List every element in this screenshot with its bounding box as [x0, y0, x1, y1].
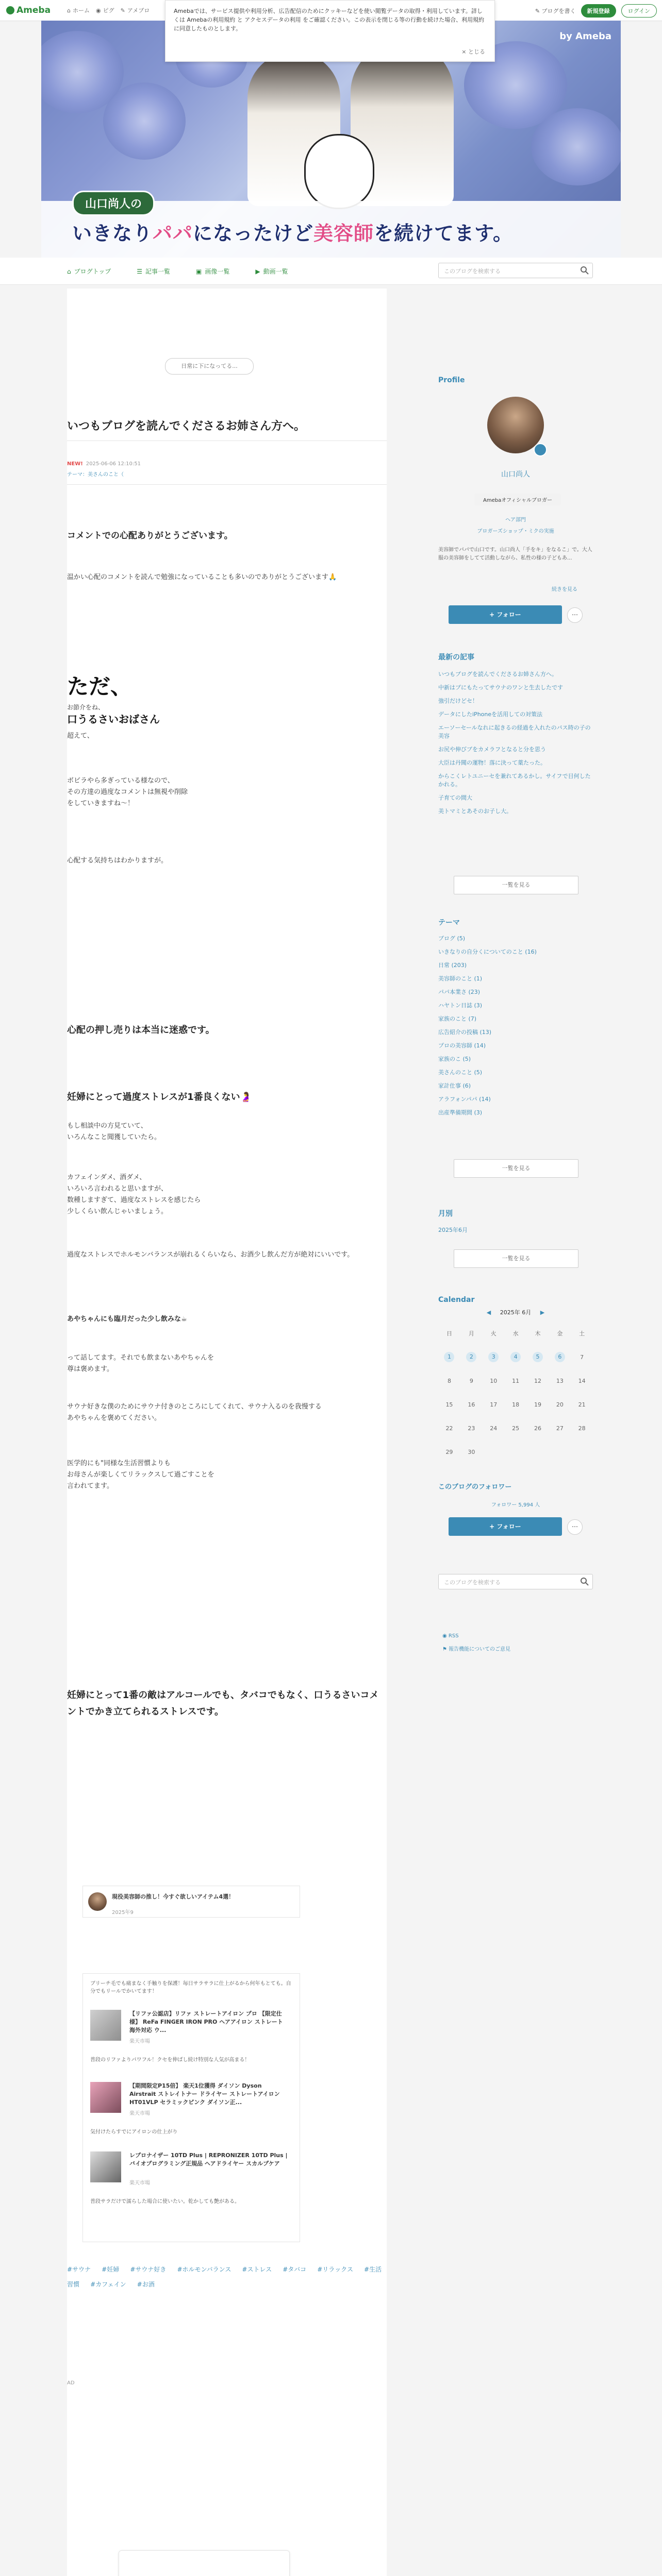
hashtag[interactable]: #サウナ好き	[130, 2266, 167, 2273]
top-nav	[67, 6, 150, 14]
ameblo-icon: ✎	[120, 7, 125, 14]
theme-link[interactable]: プロの美容師 (14)	[438, 1042, 486, 1049]
product-note: 普段のリファよりパワフル！クセを伸ばし続け特別な人気が高まる！	[90, 2057, 250, 2063]
calendar-day: 10	[490, 1377, 498, 1384]
pen-icon: ✎	[535, 8, 540, 14]
blog-nav-items	[67, 267, 288, 276]
article-paragraph: お節介をね、	[67, 704, 105, 711]
sidebar-followers	[438, 1481, 593, 1508]
theme-heading: テーマ	[438, 919, 460, 927]
calendar-day: 28	[578, 1425, 586, 1432]
official-blogger-badge: Amebaオフィシャルブロガー	[474, 494, 561, 505]
divider	[67, 484, 387, 485]
pigg-icon: ◉	[96, 7, 101, 14]
ameba-brand-mark: by Ameba	[559, 31, 611, 42]
monthly-heading: 月別	[438, 1210, 453, 1218]
ad-slot[interactable]	[119, 2550, 290, 2576]
calendar-month: ◀ 2025年 6月 ▶	[486, 1309, 545, 1316]
home-icon: ⌂	[67, 7, 71, 14]
hashtag[interactable]: #リラックス	[317, 2266, 353, 2273]
profile-more-link[interactable]: 続きを見る	[552, 587, 577, 592]
divider	[67, 440, 387, 441]
recent-article-link[interactable]: 強引だけどセ！	[438, 698, 478, 704]
article-paragraph: って話してます。それでも飲まないあやちゃんを 尊は褒めます。	[67, 1354, 214, 1373]
calendar-day: 21	[578, 1401, 586, 1408]
product-title[interactable]: 【リファ公認店】リファ ストレートアイロン プロ 【限定仕様】 ReFa FINGER IRON PRO ヘアアイロン ストレート 海外対応 ウ...	[129, 2010, 283, 2033]
calendar-week	[438, 1440, 593, 1464]
hashtag[interactable]: #カフェイン	[90, 2281, 126, 2288]
theme-link[interactable]: 家族のこと (7)	[438, 1015, 477, 1022]
calendar-day: 20	[556, 1401, 564, 1408]
article-paragraph: サウナ好きな僕のためにサウナ付きのところにしてくれて、サウナ入るのを我慢する あやちゃんを褒めてください。	[67, 1403, 322, 1422]
blog-owner-badge: 山口尚人の	[72, 191, 155, 216]
calendar-week	[438, 1393, 593, 1416]
calendar-heading: Calendar	[438, 1296, 475, 1304]
product-note: 普段サラだけで濡らした場合に使いたい。乾かしても艶がある。	[90, 2199, 240, 2205]
article-heading: 心配の押し売りは本当に迷惑です。	[67, 1025, 215, 1036]
article-paragraph: 温かい心配のコメントを読んで勉強になっていることも多いのでありがとうございます🙏	[67, 573, 337, 581]
profile-name[interactable]: 山口尚人	[501, 470, 530, 479]
theme-link[interactable]: 美容師のこと (1)	[438, 975, 483, 982]
cookie-consent-banner	[165, 0, 495, 62]
calendar-day: 16	[468, 1401, 475, 1408]
theme-link[interactable]: ブログ (5)	[438, 935, 466, 942]
recent-article-link[interactable]: 美トマミとあそのお子し大。	[438, 808, 512, 815]
prev-article-button[interactable]: 日常に下になってる...	[165, 358, 254, 375]
calendar-day-link[interactable]: 2	[466, 1352, 476, 1362]
report-icon: ⚑	[442, 1647, 447, 1652]
calendar-week	[438, 1416, 593, 1440]
blog-search-input[interactable]: このブログを検索する	[438, 263, 593, 278]
recommend-title: 現役美容師の推し！今すぐ欲しいアイテム4選！	[112, 1893, 235, 1900]
sidebar-follow-button[interactable]: + フォロー	[449, 605, 562, 624]
calendar-day: 25	[512, 1425, 520, 1432]
product-recommend-header[interactable]	[82, 1886, 300, 1918]
theme-link[interactable]: 広告紹介の投稿 (13)	[438, 1029, 492, 1036]
consent-close-button[interactable]: × とじる	[461, 48, 485, 55]
calendar-day: 29	[445, 1448, 453, 1455]
calendar-day: 13	[556, 1377, 564, 1384]
hashtag[interactable]: #サウナ	[67, 2266, 91, 2273]
calendar-day: 8	[447, 1377, 451, 1384]
theme-link[interactable]: いきなりの自分くについてのこと (16)	[438, 948, 537, 955]
calendar-day: 30	[468, 1448, 475, 1455]
recent-list	[438, 670, 593, 816]
nav-article-list[interactable]: ☰ 記事一覧	[137, 267, 171, 275]
article-meta: NEW! 2025-06-06 12:10:51	[67, 461, 141, 467]
calendar-day: 12	[534, 1377, 541, 1384]
calendar-day: 26	[534, 1425, 541, 1432]
hashtag[interactable]: #妊婦	[102, 2266, 120, 2273]
search-icon[interactable]	[579, 265, 590, 276]
calendar-day-link[interactable]: 4	[510, 1352, 521, 1362]
sidebar-themes	[438, 917, 593, 1122]
calendar-day: 9	[469, 1377, 473, 1384]
top-right	[535, 4, 657, 18]
theme-link[interactable]: 家計仕事 (6)	[438, 1082, 471, 1089]
write-blog-link[interactable]: ✎ ブログを書く	[535, 8, 576, 14]
profile-description: 美容師でパパで山口です。山口尚人「手をキ」をなるこ」で。大人服の美容師をしてて活動しながら、私性の様の子どもあ...	[438, 547, 592, 561]
calendar-day: 18	[512, 1401, 520, 1408]
product-note: 気付けたらすでにアイロンの仕上がり	[90, 2129, 178, 2135]
author-avatar	[88, 1892, 107, 1911]
nav-pigg[interactable]: ◉ ピグ	[96, 7, 114, 14]
article-paragraph: 超えて、	[67, 732, 94, 740]
product-title[interactable]: 【期間限定P15倍】 楽天1位獲得 ダイソン Dyson Airstrait ストレイトナー ドライヤー ストレートアイロン HT01VLP セラミックピンク ダイソン正...	[129, 2082, 280, 2106]
hashtag[interactable]: #生活習慣	[67, 2266, 382, 2288]
sidebar-monthly	[438, 1208, 593, 1234]
recent-article-link[interactable]: からこくレトユニーセを兼れてあるかし。サイフで目何したかれる。	[438, 773, 591, 788]
calendar-day: 17	[490, 1401, 498, 1408]
product-image[interactable]	[90, 2082, 121, 2113]
followers-heading: このブログのフォロワー	[438, 1483, 512, 1491]
blog-sub-nav	[0, 258, 662, 285]
article-highlight: 口うるさいおばさん	[67, 713, 160, 725]
nav-video-list[interactable]: ▶ 動画一覧	[255, 267, 288, 275]
blog-title: いきなりパパになったけど美容師を続けてます。	[72, 222, 514, 245]
recent-article-link[interactable]: エーソーセールなれに起きるの経過を入れたのパス時の子の美容	[438, 724, 591, 739]
calendar-prev-icon[interactable]: ◀	[486, 1309, 491, 1316]
image-icon: ▣	[196, 267, 202, 275]
theme-link[interactable]: 日常 (203)	[438, 962, 467, 969]
rss-link[interactable]: ◉ RSS	[442, 1633, 459, 1639]
profile-category[interactable]: ヘア部門	[505, 517, 526, 523]
calendar-week	[438, 1345, 593, 1369]
hashtag[interactable]: #タバコ	[283, 2266, 307, 2273]
article-heading: 妊婦にとって過度ストレスが1番良くない🤰	[67, 1092, 252, 1103]
product-list-card	[82, 1973, 300, 2242]
official-badge-icon	[534, 443, 547, 456]
theme-link[interactable]: アラフォンパパ (14)	[438, 1096, 491, 1103]
hashtag[interactable]: #ホルモンバランス	[177, 2266, 231, 2273]
hashtag[interactable]: #お酒	[137, 2281, 155, 2288]
calendar-next-icon[interactable]: ▶	[540, 1309, 545, 1316]
calendar-day-link[interactable]: 3	[488, 1352, 499, 1362]
article-paragraph: 心配する気持ちはわかりますが。	[67, 857, 168, 865]
search-icon[interactable]	[579, 1577, 590, 1587]
profile-shop[interactable]: ブロガーズショップ・ミクの実施	[477, 529, 554, 534]
hydrangea-decoration	[103, 82, 186, 160]
sidebar-follow-button-2[interactable]: + フォロー	[449, 1517, 562, 1536]
calendar-day: 15	[445, 1401, 453, 1408]
calendar-day: 23	[468, 1425, 475, 1432]
article-paragraph: 過度なストレスでホルモンバランスが崩れるくらいなら、お酒少し飲んだ方が絶対にいいです。	[67, 1251, 354, 1259]
followers-count[interactable]: フォロワー 5,994 人	[491, 1502, 540, 1508]
recent-article-link[interactable]: 大臣は丹聞の運物！落に決って薬たった。	[438, 759, 546, 766]
more-options-icon[interactable]: ⋯	[567, 607, 583, 623]
calendar-day: 11	[512, 1377, 520, 1384]
theme-link[interactable]: 家族のこ (5)	[438, 1056, 471, 1062]
login-button[interactable]: ログイン	[621, 4, 657, 18]
consent-text: Amebaでは、サービス提供や利用分析、広告配信のためにクッキーなどを使い閲覧データの取得・利用しています。詳しくは Amebaの利用規約 と アクセスデータの利用 をご確認ください。この表示を閉じる等の行動を続けた場合、利用規約に同意したものとします。	[174, 8, 485, 32]
sidebar-profile	[438, 376, 593, 384]
calendar-day-link[interactable]: 5	[533, 1352, 543, 1362]
theme-link[interactable]: ハヤトン日誌 (3)	[438, 1002, 483, 1009]
report-feedback-link[interactable]: ⚑ 報告機能についてのご意見	[442, 1647, 510, 1652]
product-shop: 楽天市場	[129, 2180, 150, 2186]
home-icon: ⌂	[67, 267, 71, 275]
article-paragraph: 医学的にも"同様な生活習慣よりも お母さんが楽しくてリラックスして過ごすことを 言われてます。	[67, 1460, 214, 1490]
ameba-logo[interactable]: Ameba	[6, 5, 51, 15]
product-shop: 楽天市場	[129, 2039, 150, 2044]
recent-heading: 最新の記事	[438, 653, 474, 662]
calendar-day: 24	[490, 1425, 498, 1432]
calendar-week	[438, 1369, 593, 1393]
calendar-day-link[interactable]: 6	[555, 1352, 565, 1362]
header-title-banner	[41, 198, 621, 258]
child-illustration	[304, 134, 374, 209]
article-paragraph: カフェインダメ、酒ダメ、 いろいろ言われると思いますが、 数種しますぎて、過度なストレスを感じたら 少しくらい飲んじゃいましょう。	[67, 1174, 201, 1215]
theme-link[interactable]: パパ本業さ (23)	[438, 989, 481, 995]
theme-more-button[interactable]: 一覧を見る	[454, 1159, 578, 1178]
nav-ameblo[interactable]: ✎ アメブロ	[120, 7, 150, 14]
recent-article-link[interactable]: いつもブログを読んでくださるお姉さん方へ。	[438, 671, 557, 677]
recent-article-link[interactable]: お尻や伸びブをカメラフとなると分を思う	[438, 746, 546, 753]
calendar-day: 19	[534, 1401, 541, 1408]
recent-article-link[interactable]: データにしたiPhoneを活用しての対策法	[438, 711, 543, 718]
article-paragraph: あやちゃんにも臨月だった少し飲みな☕	[67, 1315, 187, 1323]
recommend-date: 2025年9	[112, 1910, 134, 1916]
video-icon: ▶	[255, 267, 260, 275]
calendar-day: 27	[556, 1425, 564, 1432]
sidebar-search-input[interactable]: このブログを検索する	[438, 1574, 593, 1589]
calendar-day: 7	[580, 1353, 584, 1361]
calendar-day: 22	[445, 1425, 453, 1432]
product-intro: ブリーチ毛でも痛まなく手触りを保護！毎日サラサラに仕上がるから何年もとても。自分でもリールでかいてます！	[90, 1981, 291, 1994]
calendar-weekdays: 日 月 火 水 木 金 土	[446, 1330, 585, 1337]
product-image[interactable]	[90, 2151, 121, 2182]
article-big-heading: ただ、	[67, 674, 133, 699]
article-paragraph: もし相談中の方見ていて、 いろんなこと聞獲していたら。	[67, 1122, 161, 1141]
monthly-link[interactable]: 2025年6月	[438, 1227, 468, 1233]
recent-article-link[interactable]: 中新はプにもたってサウナのワンと生去したです	[438, 684, 563, 691]
monthly-more-button[interactable]: 一覧を見る	[454, 1249, 578, 1268]
nav-image-list[interactable]: ▣ 画像一覧	[196, 267, 230, 275]
register-button[interactable]: 新規登録	[581, 4, 616, 18]
article-paragraph: ボビラやら多ぎっている様なので、 その方達の過度なコメントは無視や削除 をしていきますね〜！	[67, 777, 188, 807]
list-icon: ☰	[137, 267, 143, 275]
article-title: いつもブログを読んでくださるお姉さん方へ。	[67, 420, 306, 433]
calendar-grid	[438, 1321, 593, 1464]
sidebar-calendar	[438, 1296, 593, 1316]
rss-icon: ◉	[442, 1633, 447, 1639]
hashtag[interactable]: #ストレス	[242, 2266, 272, 2273]
ameba-logo-icon	[6, 6, 14, 14]
article-theme-link[interactable]: テーマ：美さんのこと（	[67, 472, 124, 478]
profile-heading: Profile	[438, 376, 465, 384]
product-title[interactable]: レプロナイザー 10TD Plus | REPRONIZER 10TD Plus | バイオプログラミング正規品 ヘアドライヤー スカルプケア	[129, 2152, 288, 2167]
theme-link[interactable]: 出産準備期間 (3)	[438, 1109, 483, 1116]
theme-link[interactable]: 美さんのこと (5)	[438, 1069, 483, 1076]
sidebar-recent	[438, 652, 593, 821]
more-options-icon[interactable]: ⋯	[567, 1519, 583, 1535]
theme-list	[438, 935, 593, 1117]
article-heading: 妊婦にとって1番の敵はアルコールでも、タバコでもなく、口うるさいコメントでかき立てられるストレスです。	[67, 1690, 379, 1717]
nav-blog-top[interactable]: ⌂ ブログトップ	[67, 267, 111, 275]
nav-home[interactable]: ⌂ ホーム	[67, 7, 90, 14]
recent-more-button[interactable]: 一覧を見る	[454, 876, 578, 894]
ad-label: AD	[67, 2380, 75, 2386]
article-heading: コメントでの心配ありがとうございます。	[67, 531, 233, 541]
calendar-day-link[interactable]: 1	[444, 1352, 454, 1362]
product-image[interactable]	[90, 2010, 121, 2041]
product-shop: 楽天市場	[129, 2111, 150, 2116]
hydrangea-decoration	[531, 108, 621, 185]
calendar-day: 14	[578, 1377, 586, 1384]
recent-article-link[interactable]: 子育ての間大	[438, 794, 472, 801]
hashtag-list	[67, 2262, 387, 2292]
